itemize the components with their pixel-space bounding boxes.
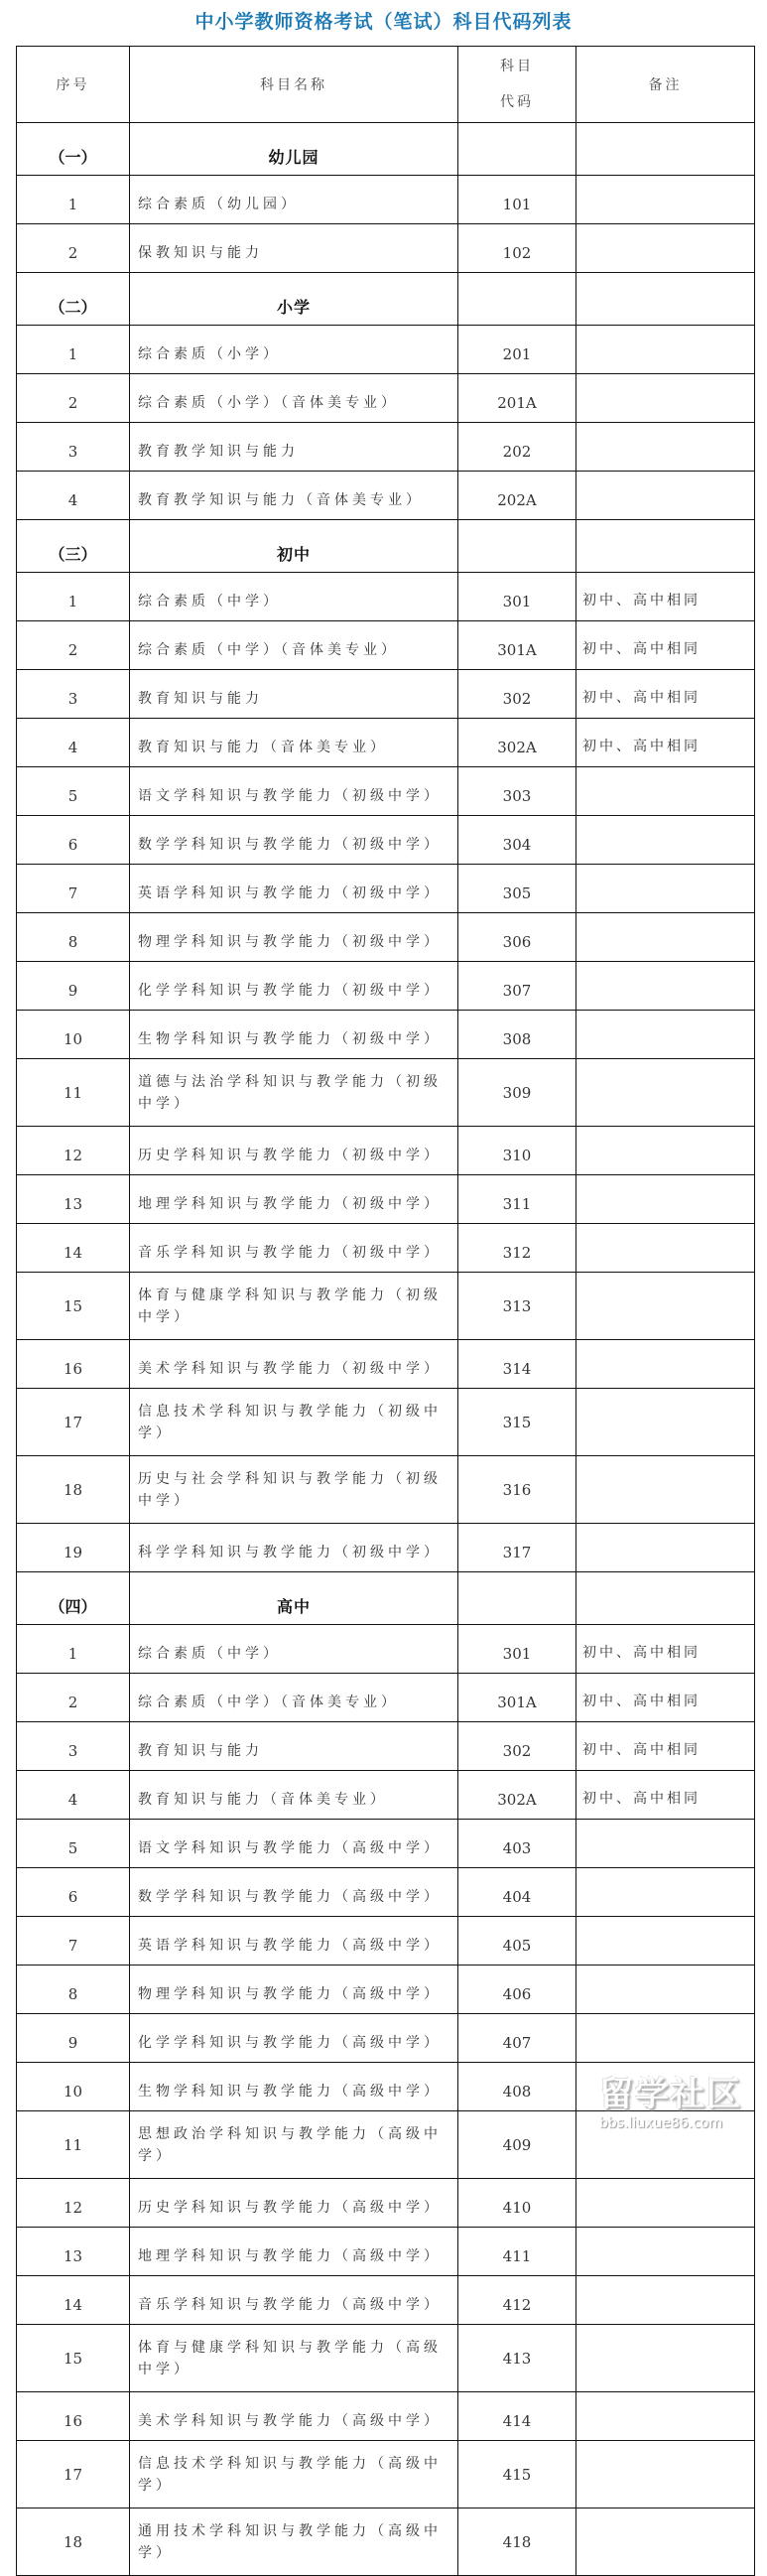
section-note-empty <box>576 1572 755 1625</box>
subject-code: 302A <box>458 1771 576 1820</box>
table-row <box>17 374 755 423</box>
page-title: 中小学教师资格考试（笔试）科目代码列表 <box>194 11 573 33</box>
row-number: 12 <box>17 2179 130 2228</box>
table-row <box>17 670 755 719</box>
remark <box>576 1224 755 1273</box>
subject-name: 综合素质（中学） <box>130 573 458 621</box>
table-row <box>17 1175 755 1224</box>
section-code-empty <box>458 273 576 326</box>
row-number: 4 <box>17 719 130 767</box>
subject-name: 信息技术学科知识与教学能力（高级中学） <box>130 2441 458 2508</box>
remark <box>576 2441 755 2508</box>
remark <box>576 1820 755 1868</box>
row-number: 11 <box>17 1059 130 1127</box>
table-row <box>17 573 755 621</box>
remark <box>576 472 755 520</box>
subject-code: 302 <box>458 670 576 719</box>
row-number: 9 <box>17 2014 130 2063</box>
table-row <box>17 2392 755 2441</box>
remark: 初中、高中相同 <box>576 1674 755 1722</box>
section-row <box>17 1572 755 1625</box>
row-number: 17 <box>17 1389 130 1456</box>
row-number: 2 <box>17 374 130 423</box>
subject-name: 教育知识与能力 <box>130 670 458 719</box>
remark <box>576 224 755 273</box>
subject-name: 地理学科知识与教学能力（初级中学） <box>130 1175 458 1224</box>
row-number: 13 <box>17 2228 130 2276</box>
remark: 初中、高中相同 <box>576 1722 755 1771</box>
subject-name: 生物学科知识与教学能力（初级中学） <box>130 1011 458 1059</box>
subject-name: 体育与健康学科知识与教学能力（初级中学） <box>130 1273 458 1340</box>
subject-code: 413 <box>458 2325 576 2392</box>
row-number: 2 <box>17 621 130 670</box>
subject-name: 地理学科知识与教学能力（高级中学） <box>130 2228 458 2276</box>
section-note-empty <box>576 123 755 176</box>
subject-code: 306 <box>458 913 576 962</box>
section-title: 初中 <box>130 520 458 573</box>
row-number: 11 <box>17 2111 130 2179</box>
row-number: 1 <box>17 1625 130 1674</box>
row-number: 8 <box>17 1966 130 2014</box>
row-number: 6 <box>17 816 130 865</box>
subject-code: 302 <box>458 1722 576 1771</box>
subject-name: 化学学科知识与教学能力（高级中学） <box>130 2014 458 2063</box>
subject-name: 历史学科知识与教学能力（高级中学） <box>130 2179 458 2228</box>
table-row <box>17 1224 755 1273</box>
section-title: 幼儿园 <box>130 123 458 176</box>
remark <box>576 1059 755 1127</box>
remark <box>576 1456 755 1524</box>
subject-name: 化学学科知识与教学能力（初级中学） <box>130 962 458 1011</box>
row-number: 18 <box>17 2508 130 2576</box>
table-row <box>17 2441 755 2508</box>
table-row <box>17 472 755 520</box>
table-row <box>17 816 755 865</box>
subject-name: 教育知识与能力 <box>130 1722 458 1771</box>
row-number: 6 <box>17 1868 130 1917</box>
table-row <box>17 1917 755 1966</box>
subject-code: 202A <box>458 472 576 520</box>
subject-name: 音乐学科知识与教学能力（初级中学） <box>130 1224 458 1273</box>
row-number: 14 <box>17 2276 130 2325</box>
subject-name: 音乐学科知识与教学能力（高级中学） <box>130 2276 458 2325</box>
table-row <box>17 621 755 670</box>
subject-code: 408 <box>458 2063 576 2111</box>
section-title: 高中 <box>130 1572 458 1625</box>
subject-name: 综合素质（中学）（音体美专业） <box>130 621 458 670</box>
row-number: 10 <box>17 1011 130 1059</box>
table-row <box>17 1722 755 1771</box>
subject-name: 综合素质（中学） <box>130 1625 458 1674</box>
subject-code: 415 <box>458 2441 576 2508</box>
remark <box>576 423 755 472</box>
remark <box>576 2179 755 2228</box>
subject-code: 412 <box>458 2276 576 2325</box>
subject-name: 教育知识与能力（音体美专业） <box>130 1771 458 1820</box>
subject-name: 道德与法治学科知识与教学能力（初级中学） <box>130 1059 458 1127</box>
remark <box>576 767 755 816</box>
remark <box>576 1966 755 2014</box>
subject-name: 历史学科知识与教学能力（初级中学） <box>130 1127 458 1175</box>
table-row <box>17 2111 755 2179</box>
remark <box>576 816 755 865</box>
row-number: 15 <box>17 2325 130 2392</box>
row-number: 4 <box>17 1771 130 1820</box>
subject-code: 102 <box>458 224 576 273</box>
remark <box>576 2392 755 2441</box>
row-number: 9 <box>17 962 130 1011</box>
subject-code: 315 <box>458 1389 576 1456</box>
subject-name: 数学学科知识与教学能力（高级中学） <box>130 1868 458 1917</box>
remark: 初中、高中相同 <box>576 621 755 670</box>
subject-name: 综合素质（中学）（音体美专业） <box>130 1674 458 1722</box>
section-number: （三） <box>17 520 130 573</box>
remark: 初中、高中相同 <box>576 670 755 719</box>
table-row <box>17 326 755 374</box>
subject-name: 美术学科知识与教学能力（高级中学） <box>130 2392 458 2441</box>
remark: 初中、高中相同 <box>576 573 755 621</box>
table-row <box>17 224 755 273</box>
table-row <box>17 1674 755 1722</box>
subject-code: 418 <box>458 2508 576 2576</box>
subject-code: 304 <box>458 816 576 865</box>
remark <box>576 865 755 913</box>
row-number: 7 <box>17 1917 130 1966</box>
subject-code: 311 <box>458 1175 576 1224</box>
subject-code: 414 <box>458 2392 576 2441</box>
row-number: 1 <box>17 176 130 224</box>
subject-name: 教育知识与能力（音体美专业） <box>130 719 458 767</box>
table-row <box>17 2063 755 2111</box>
subject-code: 404 <box>458 1868 576 1917</box>
remark <box>576 2063 755 2111</box>
subject-name: 通用技术学科知识与教学能力（高级中学） <box>130 2508 458 2576</box>
subject-code: 309 <box>458 1059 576 1127</box>
subject-code: 301 <box>458 1625 576 1674</box>
subject-name: 物理学科知识与教学能力（高级中学） <box>130 1966 458 2014</box>
remark <box>576 2325 755 2392</box>
subject-name: 综合素质（小学） <box>130 326 458 374</box>
section-number: （四） <box>17 1572 130 1625</box>
section-title: 小学 <box>130 273 458 326</box>
subject-code: 301 <box>458 573 576 621</box>
remark <box>576 326 755 374</box>
section-note-empty <box>576 273 755 326</box>
header-no: 序号 <box>17 47 130 123</box>
remark <box>576 2111 755 2179</box>
table-row <box>17 2014 755 2063</box>
row-number: 5 <box>17 767 130 816</box>
remark <box>576 1273 755 1340</box>
subject-name: 保教知识与能力 <box>130 224 458 273</box>
subject-name: 体育与健康学科知识与教学能力（高级中学） <box>130 2325 458 2392</box>
table-row <box>17 1127 755 1175</box>
section-number: （一） <box>17 123 130 176</box>
section-note-empty <box>576 520 755 573</box>
table-row <box>17 1456 755 1524</box>
row-number: 13 <box>17 1175 130 1224</box>
remark <box>576 913 755 962</box>
subject-code: 301A <box>458 1674 576 1722</box>
table-row <box>17 767 755 816</box>
remark <box>576 176 755 224</box>
subject-name: 英语学科知识与教学能力（初级中学） <box>130 865 458 913</box>
remark <box>576 1917 755 1966</box>
remark <box>576 1340 755 1389</box>
subject-code: 101 <box>458 176 576 224</box>
row-number: 19 <box>17 1524 130 1572</box>
table-row <box>17 2325 755 2392</box>
row-number: 4 <box>17 472 130 520</box>
table-row <box>17 1059 755 1127</box>
remark <box>576 1175 755 1224</box>
subject-code: 411 <box>458 2228 576 2276</box>
section-row <box>17 273 755 326</box>
subject-code: 308 <box>458 1011 576 1059</box>
subject-name: 思想政治学科知识与教学能力（高级中学） <box>130 2111 458 2179</box>
remark: 初中、高中相同 <box>576 1771 755 1820</box>
header-note: 备注 <box>576 47 755 123</box>
subject-code: 403 <box>458 1820 576 1868</box>
subject-code: 310 <box>458 1127 576 1175</box>
table-row <box>17 176 755 224</box>
row-number: 7 <box>17 865 130 913</box>
subject-name: 数学学科知识与教学能力（初级中学） <box>130 816 458 865</box>
remark <box>576 1011 755 1059</box>
table-row <box>17 865 755 913</box>
remark <box>576 962 755 1011</box>
section-code-empty <box>458 1572 576 1625</box>
row-number: 12 <box>17 1127 130 1175</box>
subject-code: 202 <box>458 423 576 472</box>
table-row <box>17 2179 755 2228</box>
subject-code: 302A <box>458 719 576 767</box>
subject-code: 316 <box>458 1456 576 1524</box>
table-row <box>17 1625 755 1674</box>
remark <box>576 1127 755 1175</box>
subject-code: 314 <box>458 1340 576 1389</box>
row-number: 15 <box>17 1273 130 1340</box>
subject-name: 历史与社会学科知识与教学能力（初级中学） <box>130 1456 458 1524</box>
table-row <box>17 1524 755 1572</box>
subject-code: 407 <box>458 2014 576 2063</box>
remark <box>576 2508 755 2576</box>
subject-name: 语文学科知识与教学能力（初级中学） <box>130 767 458 816</box>
remark <box>576 374 755 423</box>
row-number: 5 <box>17 1820 130 1868</box>
subject-name: 综合素质（小学）（音体美专业） <box>130 374 458 423</box>
remark <box>576 1524 755 1572</box>
subject-name: 英语学科知识与教学能力（高级中学） <box>130 1917 458 1966</box>
header-name: 科目名称 <box>130 47 458 123</box>
subject-name: 信息技术学科知识与教学能力（初级中学） <box>130 1389 458 1456</box>
row-number: 1 <box>17 326 130 374</box>
subject-name: 综合素质（幼儿园） <box>130 176 458 224</box>
table-row <box>17 719 755 767</box>
subject-name: 生物学科知识与教学能力（高级中学） <box>130 2063 458 2111</box>
section-row <box>17 123 755 176</box>
table-row <box>17 1966 755 2014</box>
subject-code: 201 <box>458 326 576 374</box>
section-code-empty <box>458 520 576 573</box>
table-row <box>17 423 755 472</box>
row-number: 14 <box>17 1224 130 1273</box>
table-header-row <box>17 47 755 123</box>
subject-name: 科学学科知识与教学能力（初级中学） <box>130 1524 458 1572</box>
table-row <box>17 1389 755 1456</box>
subject-code: 410 <box>458 2179 576 2228</box>
subject-code-table <box>16 46 755 2576</box>
subject-name: 教育教学知识与能力 <box>130 423 458 472</box>
table-row <box>17 1771 755 1820</box>
subject-code: 405 <box>458 1917 576 1966</box>
subject-code: 313 <box>458 1273 576 1340</box>
row-number: 2 <box>17 224 130 273</box>
header-code-line2: 代码 <box>500 94 534 110</box>
subject-code: 301A <box>458 621 576 670</box>
subject-code: 406 <box>458 1966 576 2014</box>
row-number: 17 <box>17 2441 130 2508</box>
subject-name: 美术学科知识与教学能力（初级中学） <box>130 1340 458 1389</box>
header-code <box>458 47 576 123</box>
remark: 初中、高中相同 <box>576 719 755 767</box>
subject-code: 303 <box>458 767 576 816</box>
row-number: 18 <box>17 1456 130 1524</box>
section-row <box>17 520 755 573</box>
subject-name: 语文学科知识与教学能力（高级中学） <box>130 1820 458 1868</box>
table-row <box>17 1868 755 1917</box>
table-row <box>17 962 755 1011</box>
section-code-empty <box>458 123 576 176</box>
table-row <box>17 1820 755 1868</box>
subject-name: 教育教学知识与能力（音体美专业） <box>130 472 458 520</box>
subject-code: 201A <box>458 374 576 423</box>
table-row <box>17 1011 755 1059</box>
remark <box>576 1389 755 1456</box>
table-body <box>17 123 755 2576</box>
remark: 初中、高中相同 <box>576 1625 755 1674</box>
row-number: 2 <box>17 1674 130 1722</box>
row-number: 16 <box>17 1340 130 1389</box>
row-number: 8 <box>17 913 130 962</box>
row-number: 16 <box>17 2392 130 2441</box>
subject-code: 312 <box>458 1224 576 1273</box>
remark <box>576 2228 755 2276</box>
table-row <box>17 913 755 962</box>
subject-code: 409 <box>458 2111 576 2179</box>
header-code-line1: 科目 <box>500 59 534 74</box>
table-row <box>17 2508 755 2576</box>
table-row <box>17 1340 755 1389</box>
table-row <box>17 1273 755 1340</box>
row-number: 3 <box>17 423 130 472</box>
subject-code: 317 <box>458 1524 576 1572</box>
table-row <box>17 2276 755 2325</box>
watermark-url: bbs.liuxue86.com <box>599 2115 723 2131</box>
subject-code: 305 <box>458 865 576 913</box>
row-number: 3 <box>17 670 130 719</box>
remark <box>576 2014 755 2063</box>
remark <box>576 2276 755 2325</box>
subject-name: 物理学科知识与教学能力（初级中学） <box>130 913 458 962</box>
row-number: 10 <box>17 2063 130 2111</box>
table-row <box>17 2228 755 2276</box>
watermark-logo-text: 留学社区 <box>599 2075 742 2114</box>
subject-code: 307 <box>458 962 576 1011</box>
row-number: 1 <box>17 573 130 621</box>
section-number: （二） <box>17 273 130 326</box>
remark <box>576 1868 755 1917</box>
row-number: 3 <box>17 1722 130 1771</box>
